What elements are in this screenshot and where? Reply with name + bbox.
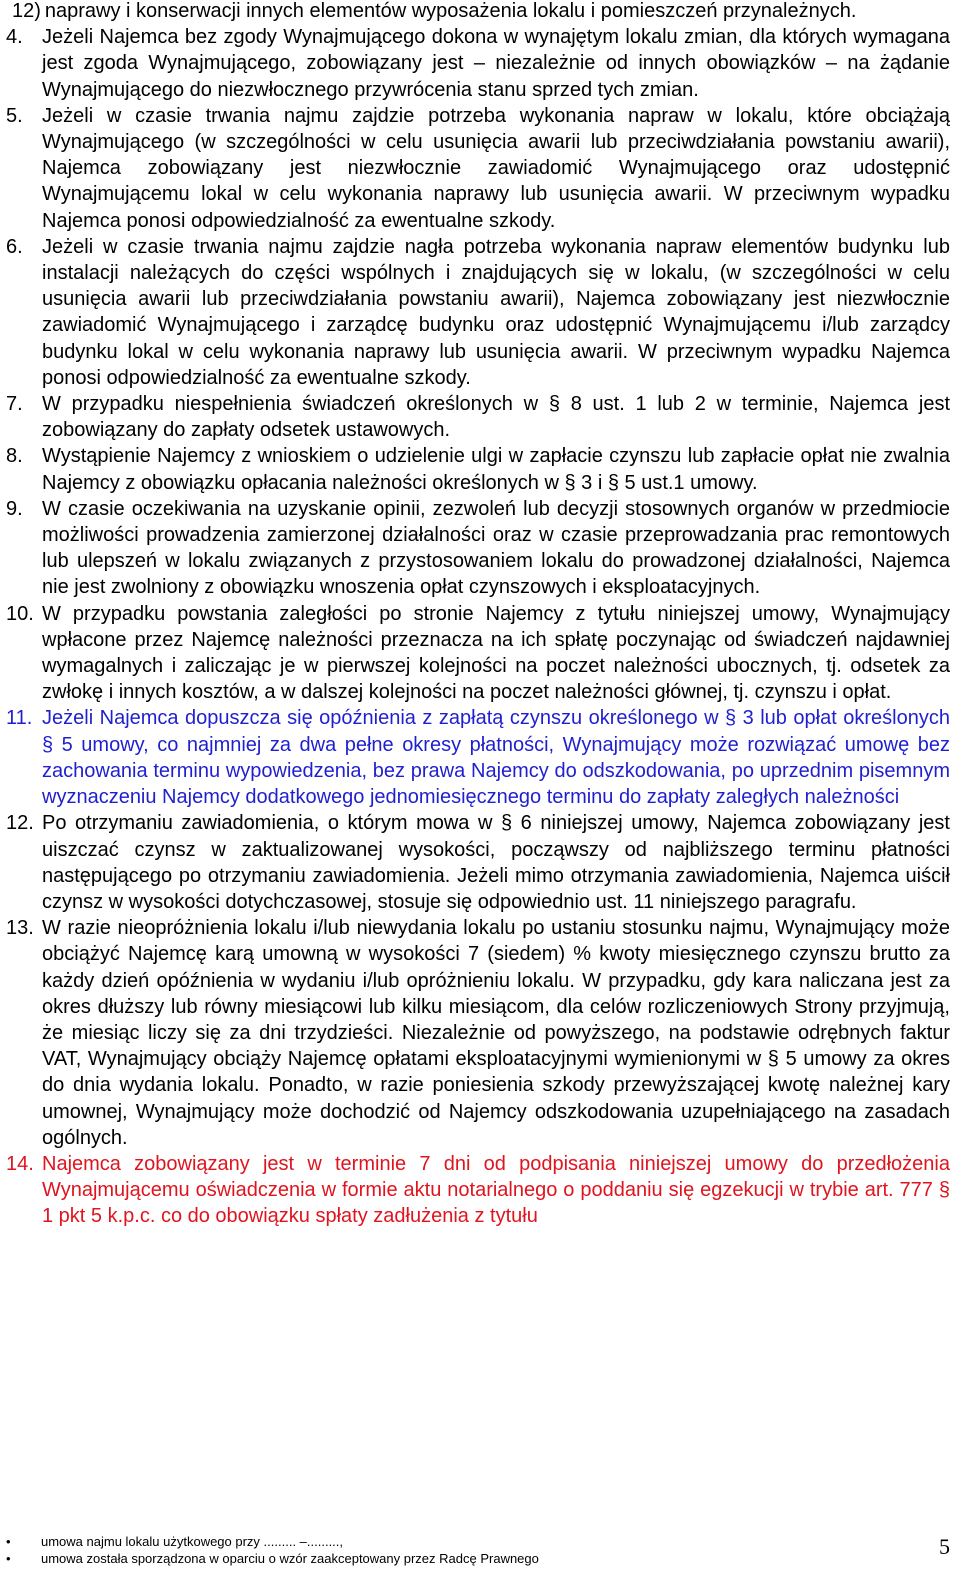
item-text: Najemca zobowiązany jest w terminie 7 dni od podpisania niniejszej umowy do przedłożenia Wynajmującemu oświadczenia w formie aktu notarialnego o poddaniu się egzekucji w trybie art. 777 § 1 pkt 5 k.p.c. co do obowiązku spłaty zadłużenia z tytułu <box>42 1152 950 1228</box>
footer-line <box>6 1551 539 1567</box>
item-text: Jeżeli w czasie trwania najmu zajdzie potrzeba wykonania napraw w lokalu, które obciążają Wynajmującego (w szczególności w celu usunięcia awarii lub przeciwdziałania powstaniu awarii), Najemca zobowiązany jest niezwłocznie zawiadomić Wynajmującego oraz udostępnić Wynajmującemu lokal w celu wykonania naprawy lub usunięcia awarii. W przeciwnym wypadku Najemca ponosi odpowiedzialność za ewentualne szkody. <box>42 104 950 232</box>
list-item <box>6 103 950 234</box>
footer-line <box>6 1534 343 1550</box>
list-item <box>6 234 950 391</box>
list-item <box>6 601 950 706</box>
item-number: 12. <box>6 812 34 835</box>
page-number: 5 <box>939 1534 950 1559</box>
item-text: W przypadku niespełnienia świadczeń określonych w § 8 ust. 1 lub 2 w terminie, Najemca jest zobowiązany do zapłaty odsetek ustawowych. <box>42 393 950 442</box>
item-number: 12) <box>12 0 41 22</box>
item-number: 11. <box>6 707 33 730</box>
item-number: 14. <box>6 1152 34 1175</box>
item-text: naprawy i konserwacji innych elementów wyposażenia lokalu i pomieszczeń przynależnych. <box>44 0 857 22</box>
item-number: 7. <box>6 393 23 416</box>
item-text: W razie nieopróżnienia lokalu i/lub niewydania lokalu po ustaniu stosunku najmu, Wynajmujący może obciążyć Najemcę karą umowną w wysokości 7 (siedem) % kwoty miesięcznego czynszu brutto za każdy dzień opóźnienia w wydaniu i/lub opróżnieniu lokalu. W przypadku, gdy kara naliczana jest za okres dłuższy lub równy miesiącowi lub kilku miesiącom, dla celów rozliczeniowych Strony przyjmują, że miesiąc liczy się za dni trzydzieści. Niezależnie od powyższego, na podstawie odrębnych faktur VAT, Wynajmujący obciąży Najemcę opłatami eksploatacyjnymi wymienionymi w § 5 umowy za okres do dnia wydania lokalu. Ponadto, w razie poniesienia szkody przewyższającej kwotę należnej kary umownej, Wynajmujący może dochodzić od Najemcy odszkodowania uzupełniającego na zasadach ogólnych. <box>42 917 950 1149</box>
footer-text: umowa najmu lokalu użytkowego przy ......... –........., <box>41 1534 344 1549</box>
item-text: W czasie oczekiwania na uzyskanie opinii, zezwoleń lub decyzji stosownych organów w przedmiocie możliwości prowadzenia zamierzonej działalności oraz w czasie przeprowadzania prac remontowych lub ulepszeń w lokalu związanych z przystosowaniem lokalu do prowadzonej działalności, Najemca nie jest zwolniony z obowiązku wnoszenia opłat czynszowych i eksploatacyjnych. <box>42 497 950 599</box>
item-number: 10. <box>6 602 34 625</box>
list-item-highlighted-blue <box>6 705 950 810</box>
list-item <box>6 0 950 24</box>
item-number: 4. <box>6 26 23 49</box>
item-text: Jeżeli Najemca dopuszcza się opóźnienia z zapłatą czynszu określonego w § 3 lub opłat określonych § 5 umowy, co najmniej za dwa pełne okresy płatności, Wynajmujący może rozwiązać umowę bez zachowania terminu wypowiedzenia, bez prawa Najemcy do odszkodowania, po uprzednim pisemnym wyznaczeniu Najemcy dodatkowego jednomiesięcznego terminu do zapłaty zaległych należności <box>42 707 950 809</box>
document-body <box>6 0 950 1230</box>
list-item <box>6 915 950 1151</box>
list-item <box>6 24 950 103</box>
bullet-icon: • <box>6 1551 11 1566</box>
item-text: W przypadku powstania zaległości po stronie Najemcy z tytułu niniejszej umowy, Wynajmujący wpłacone przez Najemcę należności przeznacza na ich spłatę poczynając od świadczeń najdawniej wymagalnych i zaliczając je w pierwszej kolejności na poczet należności ubocznych, tj. odsetek za zwłokę i innych kosztów, a w dalszej kolejności na poczet należności głównej, tj. czynszu i opłat. <box>42 602 950 704</box>
item-number: 8. <box>6 445 23 468</box>
list-item <box>6 443 950 495</box>
footer-text: umowa została sporządzona w oparciu o wzór zaakceptowany przez Radcę Prawnego <box>41 1551 539 1566</box>
item-text: Wystąpienie Najemcy z wnioskiem o udzielenie ulgi w zapłacie czynszu lub zapłacie opłat nie zwalnia Najemcy z obowiązku opłacania należności określonych w § 3 i § 5 ust.1 umowy. <box>42 445 950 494</box>
bullet-icon: • <box>6 1534 11 1549</box>
list-item <box>6 391 950 443</box>
item-number: 13. <box>6 917 34 940</box>
page-footer <box>0 1530 960 1580</box>
item-number: 5. <box>6 104 23 127</box>
list-item-highlighted-red <box>6 1151 950 1230</box>
list-item <box>6 810 950 915</box>
item-text: Jeżeli w czasie trwania najmu zajdzie nagła potrzeba wykonania napraw elementów budynku lub instalacji należących do części wspólnych i znajdujących się w lokalu, (w szczególności w celu usunięcia awarii lub przeciwdziałania powstaniu awarii), Najemca zobowiązany jest niezwłocznie zawiadomić Wynajmującego i zarządcę budynku oraz udostępnić Wynajmującemu i/lub zarządcy budynku lokal w celu wykonania naprawy lub usunięcia awarii. W przeciwnym wypadku Najemca ponosi odpowiedzialność za ewentualne szkody. <box>42 235 950 389</box>
item-text: Po otrzymaniu zawiadomienia, o którym mowa w § 6 niniejszej umowy, Najemca zobowiązany jest uiszczać czynsz w zaktualizowanej wysokości, począwszy od najbliższego terminu płatności następującego po otrzymaniu zawiadomienia. Jeżeli mimo otrzymania zawiadomienia, Najemca uiścił czynsz w wysokości dotychczasowej, stosuje się odpowiednio ust. 11 niniejszego paragrafu. <box>42 812 950 913</box>
list-item <box>6 496 950 601</box>
item-number: 9. <box>6 497 23 520</box>
item-number: 6. <box>6 235 23 258</box>
item-text: Jeżeli Najemca bez zgody Wynajmującego dokona w wynajętym lokalu zmian, dla których wymagana jest zgoda Wynajmującego, zobowiązany jest – niezależnie od innych obowiązków – na żądanie Wynajmującego do niezwłocznego przywrócenia stanu sprzed tych zmian. <box>42 26 950 101</box>
